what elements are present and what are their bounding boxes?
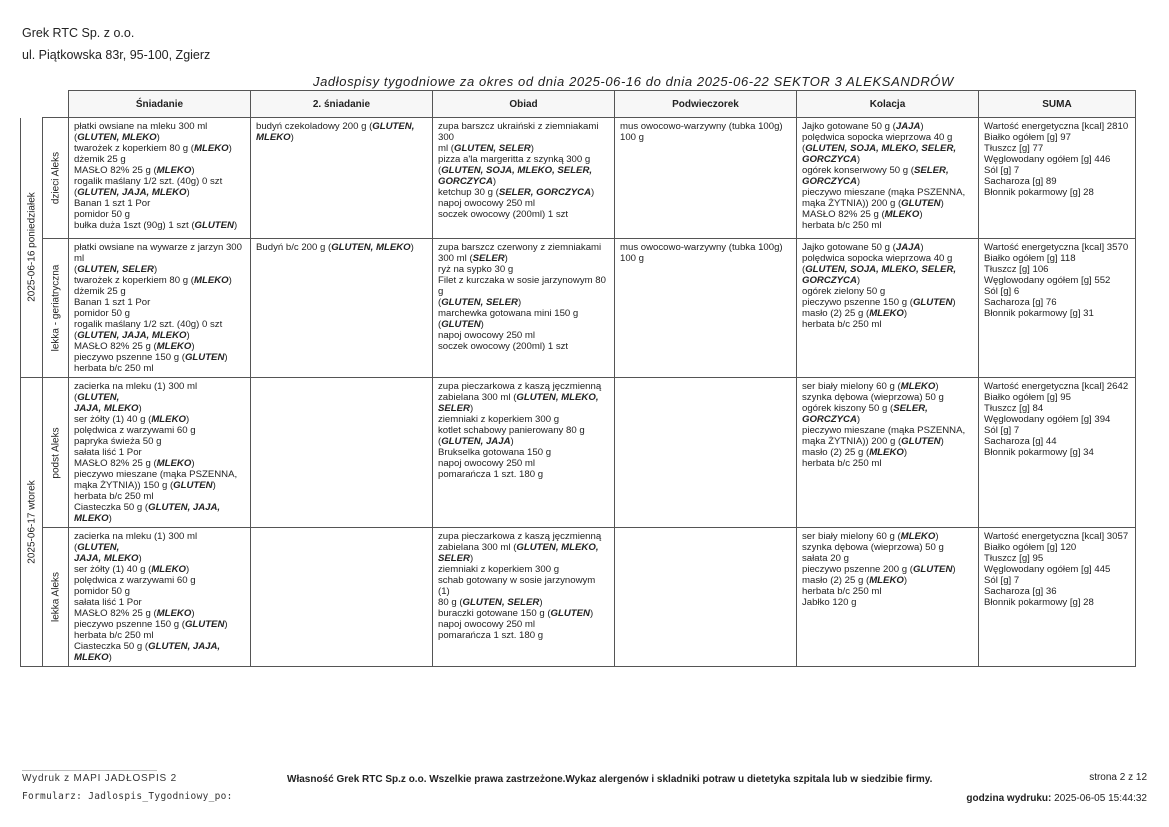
weekly-menu-table	[20, 90, 1136, 667]
meal-supper: Jajko gotowane 50 g (JAJA) polędwica sopocka wieprzowa 40 g (GLUTEN, SOJA, MLEKO, SELER, GORCZYCA) ogórek zielony 50 g pieczywo pszenne 150 g (GLUTEN) masło (2) 25 g (MLEKO) herbata b/c 250 ml	[797, 239, 979, 378]
diet-cell	[43, 239, 69, 378]
meal-lunch: zupa barszcz ukraiński z ziemniakami 300 ml (GLUTEN, SELER) pizza a'la margeritta z szynką 300 g (GLUTEN, SOJA, MLEKO, SELER, GORCZYCA) ketchup 30 g (SELER, GORCZYCA) napoj owocowy 250 ml soczek owocowy (200ml) 1 szt	[433, 118, 615, 239]
diet-cell	[43, 378, 69, 528]
table-row	[21, 378, 1136, 528]
meal-supper: ser biały mielony 60 g (MLEKO) szynka dębowa (wieprzowa) 50 g sałata 20 g pieczywo pszenne 200 g (GLUTEN) masło (2) 25 g (MLEKO) herbata b/c 250 ml Jabłko 120 g	[797, 528, 979, 667]
meal-breakfast: płatki owsiane na wywarze z jarzyn 300 ml (GLUTEN, SELER) twarożek z koperkiem 80 g (MLEKO) dżemik 25 g Banan 1 szt 1 Por pomidor 50 g rogalik maślany 1/2 szt. (40g) 0 szt (GLUTEN, JAJA, MLEKO) MASŁO 82% 25 g (MLEKO) pieczywo pszenne 150 g (GLUTEN) herbata b/c 250 ml	[69, 239, 251, 378]
page-number: strona 2 z 12	[1089, 772, 1147, 783]
meal-snack: mus owocowo-warzywny (tubka 100g) 100 g	[615, 118, 797, 239]
meal-second-breakfast	[251, 528, 433, 667]
meal-breakfast: płatki owsiane na mleku 300 ml (GLUTEN, MLEKO) twarożek z koperkiem 80 g (MLEKO) dżemik 25 g MASŁO 82% 25 g (MLEKO) rogalik maślany 1/2 szt. (40g) 0 szt (GLUTEN, JAJA, MLEKO) Banan 1 szt 1 Por pomidor 50 g bułka duża 1szt (90g) 1 szt (GLUTEN)	[69, 118, 251, 239]
print-time	[966, 793, 1147, 804]
day-date-cell	[21, 118, 43, 378]
company-address: ul. Piątkowska 83r, 95-100, Zgierz	[22, 48, 211, 62]
day-date: 2025-06-16 poniedziałek	[26, 192, 37, 303]
nutrition-sum: Wartość energetyczna [kcal] 2810 Białko ogółem [g] 97 Tłuszcz [g] 77 Węglowodany ogółem [g] 446 Sól [g] 7 Sacharoza [g] 89 Błonnik pokarmowy [g] 28	[979, 118, 1136, 239]
print-time-value: 2025-06-05 15:44:32	[1054, 793, 1147, 804]
column-header-second-breakfast: 2. śniadanie	[251, 91, 433, 118]
meal-snack	[615, 378, 797, 528]
table-row	[21, 239, 1136, 378]
diet-name: podst Aleks	[50, 426, 61, 479]
footer-print-source: Wydruk z MAPI JADŁOSPIS 2	[22, 773, 177, 784]
nutrition-sum: Wartość energetyczna [kcal] 3057 Białko ogółem [g] 120 Tłuszcz [g] 95 Węglowodany ogółem [g] 445 Sól [g] 7 Sacharoza [g] 36 Błonnik pokarmowy [g] 28	[979, 528, 1136, 667]
column-header-lunch: Obiad	[433, 91, 615, 118]
meal-supper: ser biały mielony 60 g (MLEKO) szynka dębowa (wieprzowa) 50 g ogórek kiszony 50 g (SELER, GORCZYCA) pieczywo mieszane (mąka PSZENNA, mąka ŻYTNIA)) 200 g (GLUTEN) masło (2) 25 g (MLEKO) herbata b/c 250 ml	[797, 378, 979, 528]
meal-lunch: zupa pieczarkowa z kaszą jęczmienną zabielana 300 ml (GLUTEN, MLEKO, SELER) ziemniaki z koperkiem 300 g schab gotowany w sosie jarzynowym (1) 80 g (GLUTEN, SELER) buraczki gotowane 150 g (GLUTEN) napoj owocowy 250 ml pomarańcza 1 szt. 180 g	[433, 528, 615, 667]
table-row	[21, 118, 1136, 239]
meal-supper: Jajko gotowane 50 g (JAJA) polędwica sopocka wieprzowa 40 g (GLUTEN, SOJA, MLEKO, SELER, GORCZYCA) ogórek konserwowy 50 g (SELER, GORCZYCA) pieczywo mieszane (mąka PSZENNA, mąka ŻYTNIA)) 200 g (GLUTEN) MASŁO 82% 25 g (MLEKO) herbata b/c 250 ml	[797, 118, 979, 239]
meal-breakfast: zacierka na mleku (1) 300 ml (GLUTEN, JAJA, MLEKO) ser żółty (1) 40 g (MLEKO) polędwica z warzywami 60 g pomidor 50 g sałata liść 1 Por MASŁO 82% 25 g (MLEKO) pieczywo pszenne 150 g (GLUTEN) herbata b/c 250 ml Ciasteczka 50 g (GLUTEN, JAJA, MLEKO)	[69, 528, 251, 667]
header-row	[21, 91, 1136, 118]
diet-name: dzieci Aleks	[50, 151, 61, 205]
diet-cell	[43, 528, 69, 667]
diet-name: lekka Aleks	[50, 571, 61, 623]
column-header-supper: Kolacja	[797, 91, 979, 118]
column-header-sum: SUMA	[979, 91, 1136, 118]
company-header	[22, 22, 210, 66]
diet-name: lekka - geriatryczna	[50, 264, 61, 352]
meal-snack: mus owocowo-warzywny (tubka 100g) 100 g	[615, 239, 797, 378]
meal-second-breakfast: Budyń b/c 200 g (GLUTEN, MLEKO)	[251, 239, 433, 378]
column-header-breakfast: Śniadanie	[69, 91, 251, 118]
day-date: 2025-06-17 wtorek	[26, 480, 37, 564]
print-time-label: godzina wydruku:	[966, 793, 1052, 804]
meal-lunch: zupa pieczarkowa z kaszą jęczmienną zabielana 300 ml (GLUTEN, MLEKO, SELER) ziemniaki z koperkiem 300 g kotlet schabowy panierowany 80 g (GLUTEN, JAJA) Brukselka gotowana 150 g napoj owocowy 250 ml pomarańcza 1 szt. 180 g	[433, 378, 615, 528]
meal-lunch: zupa barszcz czerwony z ziemniakami 300 ml (SELER) ryż na sypko 30 g Filet z kurczaka w sosie jarzynowym 80 g (GLUTEN, SELER) marchewka gotowana mini 150 g (GLUTEN) napoj owocowy 250 ml soczek owocowy (200ml) 1 szt	[433, 239, 615, 378]
meal-second-breakfast	[251, 378, 433, 528]
meal-snack	[615, 528, 797, 667]
footer-form-name: Formularz: Jadlospis_Tygodniowy_po:	[22, 791, 233, 802]
day-date-cell	[21, 378, 43, 667]
nutrition-sum: Wartość energetyczna [kcal] 3570 Białko ogółem [g] 118 Tłuszcz [g] 106 Węglowodany ogółem [g] 552 Sól [g] 6 Sacharoza [g] 76 Błonnik pokarmowy [g] 31	[979, 239, 1136, 378]
footer-divider	[22, 770, 157, 771]
table-row	[21, 528, 1136, 667]
header-blank-date	[21, 91, 43, 118]
header-blank-diet	[43, 91, 69, 118]
nutrition-sum: Wartość energetyczna [kcal] 2642 Białko ogółem [g] 95 Tłuszcz [g] 84 Węglowodany ogółem [g] 394 Sól [g] 7 Sacharoza [g] 44 Błonnik pokarmowy [g] 34	[979, 378, 1136, 528]
footer-notice: Własność Grek RTC Sp.z o.o. Wszelkie prawa zastrzeżone.Wykaz alergenów i skladniki potraw u dietetyka szpitala lub w siedzibie firmy.	[287, 774, 933, 785]
column-header-snack: Podwieczorek	[615, 91, 797, 118]
menu-title: Jadłospisy tygodniowe za okres od dnia 2025-06-16 do dnia 2025-06-22 SEKTOR 3 ALEKSANDRÓW	[313, 74, 954, 89]
meal-second-breakfast: budyń czekoladowy 200 g (GLUTEN, MLEKO)	[251, 118, 433, 239]
meal-breakfast: zacierka na mleku (1) 300 ml (GLUTEN, JAJA, MLEKO) ser żółty (1) 40 g (MLEKO) polędwica z warzywami 60 g papryka świeża 50 g sałata liść 1 Por MASŁO 82% 25 g (MLEKO) pieczywo mieszane (mąka PSZENNA, mąka ŻYTNIA)) 150 g (GLUTEN) herbata b/c 250 ml Ciasteczka 50 g (GLUTEN, JAJA, MLEKO)	[69, 378, 251, 528]
company-name: Grek RTC Sp. z o.o.	[22, 26, 135, 40]
diet-cell	[43, 118, 69, 239]
